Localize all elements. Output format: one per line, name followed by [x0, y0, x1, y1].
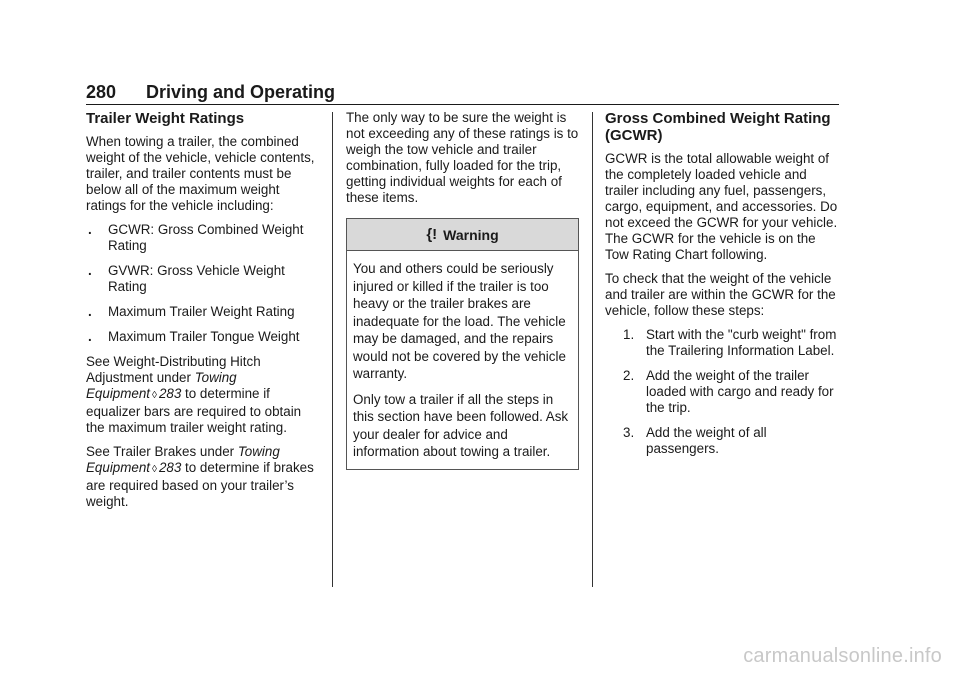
page-number: 280 — [86, 82, 117, 102]
section-title: Driving and Operating — [146, 82, 336, 102]
column-divider-1 — [332, 112, 333, 587]
list-item-text: GVWR: Gross Vehicle Weight Rating — [108, 263, 285, 294]
list-item — [86, 263, 322, 295]
warning-box — [346, 218, 579, 470]
list-item-text: GCWR: Gross Combined Weight Rating — [108, 222, 304, 253]
list-item — [623, 425, 841, 457]
step-number: 2. — [623, 368, 635, 383]
gcwr-check-intro: To check that the weight of the vehicle and trailer are within the GCWR for the vehicle, follow these steps: — [605, 271, 836, 318]
steps-list — [623, 327, 841, 457]
step-text: Add the weight of all passengers. — [646, 425, 767, 456]
page-ref-icon: ◊ — [152, 464, 157, 475]
column-2 — [346, 110, 579, 470]
xref-hitch-paragraph: See Weight-Distributing Hitch Adjustment under Towing Equipment ◊ 283 to determine if equalizer bars are required to obtain the maximum trailer weight rating. — [86, 354, 302, 435]
list-item — [623, 327, 841, 359]
step-number: 1. — [623, 327, 635, 342]
towing-equipment-link[interactable]: Towing Equipment — [86, 444, 280, 475]
warning-text-1: You and others could be seriously injured or killed if the trailer is too heavy or the trailer brakes are inadequate for the load. The vehicle may be damaged, and the repairs would not be covered by the vehicle warranty. — [353, 261, 566, 381]
ratings-list — [86, 222, 322, 345]
trailer-weight-ratings-heading: Trailer Weight Ratings — [86, 110, 245, 127]
gcwr-heading: Gross Combined Weight Rating (GCWR) — [605, 110, 831, 144]
column-divider-2 — [592, 112, 593, 587]
warning-body — [347, 251, 578, 469]
watermark: carmanualsonline.info — [743, 645, 942, 667]
warning-title: Warning — [443, 226, 499, 243]
page-header — [86, 82, 839, 106]
bullet-icon: . — [88, 222, 92, 237]
page-ref-283[interactable]: 283 — [158, 460, 182, 475]
list-item-text: Maximum Trailer Weight Rating — [108, 304, 295, 319]
step-number: 3. — [623, 425, 635, 440]
page-ref-283[interactable]: 283 — [158, 386, 182, 401]
step-text: Add the weight of the trailer loaded with cargo and ready for the trip. — [646, 368, 834, 415]
step-text: Start with the "curb weight" from the Trailering Information Label. — [646, 327, 837, 358]
bullet-icon: . — [88, 304, 92, 319]
column-3 — [605, 110, 841, 466]
list-item — [86, 304, 322, 320]
bullet-icon: . — [88, 263, 92, 278]
list-item — [623, 368, 841, 416]
list-item-text: Maximum Trailer Tongue Weight — [108, 329, 300, 344]
xref-brakes-paragraph: See Trailer Brakes under Towing Equipment ◊ 283 to determine if brakes are required based on your trailer’s weight. — [86, 444, 314, 509]
towing-equipment-link[interactable]: Towing Equipment — [86, 370, 237, 401]
bullet-icon: . — [88, 329, 92, 344]
list-item — [86, 329, 322, 345]
col2-intro: The only way to be sure the weight is not exceeding any of these ratings is to weigh the tow vehicle and trailer combination, fully loaded for the trip, getting individual weights for each of these items. — [346, 110, 579, 205]
column-1 — [86, 110, 322, 518]
warning-header — [347, 219, 578, 251]
header-rule — [86, 104, 839, 105]
warning-icon: {! — [426, 225, 438, 243]
gcwr-description: GCWR is the total allowable weight of the completely loaded vehicle and trailer including any fuel, passengers, cargo, equipment, and accessories. Do not exceed the GCWR for your vehicle. The GCWR for the vehicle is on the Tow Rating Chart following. — [605, 151, 838, 262]
col1-intro: When towing a trailer, the combined weight of the vehicle, vehicle contents, trailer, and trailer contents must be below all of the maximum weight ratings for the vehicle including: — [86, 134, 315, 213]
warning-text-2: Only tow a trailer if all the steps in this section have been followed. Ask your dealer for advice and information about towing a trailer. — [353, 391, 569, 459]
list-item — [86, 222, 322, 254]
page-ref-icon: ◊ — [152, 390, 157, 401]
